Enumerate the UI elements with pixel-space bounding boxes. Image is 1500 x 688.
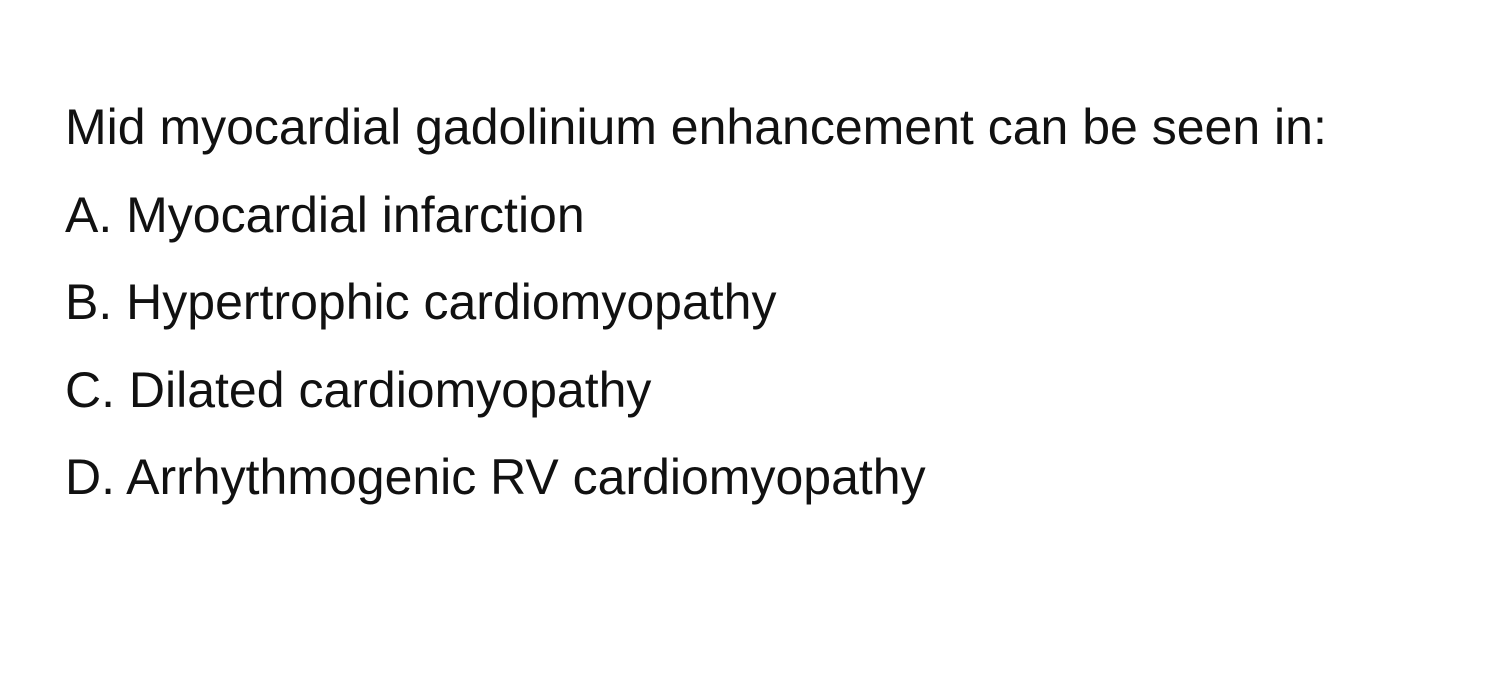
option-text: Arrhythmogenic RV cardiomyopathy [126,449,926,505]
option-a[interactable] [65,172,1445,260]
option-d[interactable] [65,434,1445,522]
answer-options-list [65,172,1445,522]
question-stem: Mid myocardial gadolinium enhancement can be seen in: [65,99,1327,155]
option-b[interactable] [65,259,1445,347]
option-text: Hypertrophic cardiomyopathy [126,274,777,330]
option-c[interactable] [65,347,1445,435]
question-card [65,84,1445,522]
option-letter: B. [65,274,113,330]
option-letter: A. [65,186,113,243]
option-letter: D. [65,449,115,505]
option-text: Myocardial infarction [126,186,585,243]
option-letter: C. [65,361,115,418]
option-text: Dilated cardiomyopathy [128,361,652,418]
